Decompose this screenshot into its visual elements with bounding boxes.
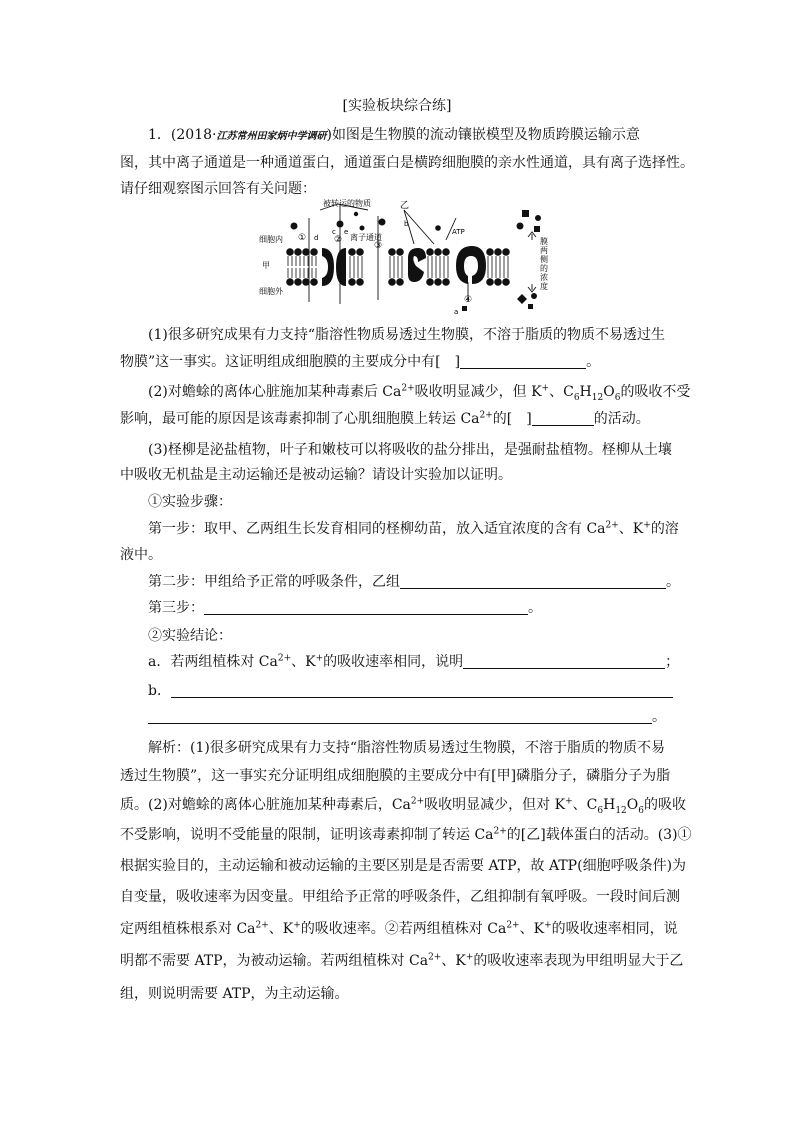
q3-line-2: 中吸收无机盐是主动运输还是被动运输？请设计实验加以证明。 <box>120 467 512 483</box>
diagram-num-3: ③ <box>374 241 383 251</box>
diagram-letter-c: c <box>332 228 336 236</box>
analysis-line-4: 不受影响，说明不受能量的限制，证明该毒素抑制了转运 $Ca^{2+}$的[乙]载体蛋白的活动。(3)① <box>120 826 692 843</box>
analysis-line-5: 根据实验目的，主动运输和被动运输的主要区别是是否需要 ATP，故 ATP(细胞呼吸条件)为 <box>120 858 687 874</box>
diagram-letter-b: b <box>404 220 409 228</box>
carrier-protein-4 <box>456 246 486 284</box>
svg-text:膜: 膜 <box>540 237 548 246</box>
diagram-label-yi: 乙 <box>400 201 410 211</box>
q3-step-1-line-1: 第一步：取甲、乙两组生长发育相同的柽柳幼苗，放入适宜浓度的含有 $Ca^{2+}$、K+的溶 <box>148 520 679 537</box>
analysis-line-8: 明都不需要 ATP，为被动运输。若两组植株对 $Ca^{2+}$、K+的吸收速率表现为甲组明显大于乙 <box>120 952 684 969</box>
q2-line-2: 影响，最可能的原因是该毒素抑制了心肌细胞膜上转运 $Ca^{2+}$的[ ] 的活动。 <box>120 410 650 427</box>
svg-text:的: 的 <box>540 264 548 273</box>
diagram-label-jia: 甲 <box>262 261 270 270</box>
q3-line-1: (3)柽柳是泌盐植物，叶子和嫩枝可以将吸收的盐分排出，是强耐盐植物。柽柳从土壤 <box>148 442 672 458</box>
diagram-label-channel: 离子通道 <box>350 233 382 242</box>
q3-conclusion-title: ②实验结论： <box>148 628 232 644</box>
svg-text:浓: 浓 <box>540 273 548 282</box>
q3-step-3: 第三步： 。 <box>148 600 542 616</box>
diagram-num-4: ④ <box>464 295 473 305</box>
question-stem-line-2: 图，其中离子通道是一种通道蛋白，通道蛋白是横跨细胞膜的亲水性通道，具有离子选择性。 <box>120 155 694 171</box>
question-number: 1． <box>148 127 171 143</box>
q3-step-3-blank[interactable] <box>204 599 528 615</box>
diagram-letter-d: d <box>314 234 319 242</box>
diagram-label-outside: 细胞外 <box>259 287 283 296</box>
svg-text:度: 度 <box>540 282 548 291</box>
q1-answer-blank[interactable] <box>460 353 586 369</box>
question-stem-line-1: 1．(2018·江苏常州田家炳中学调研)如图是生物膜的流动镶嵌模型及物质跨膜运输示意 <box>148 127 640 143</box>
q3-conclusion-b-line-2: 。 <box>148 707 674 727</box>
q3-conclusion-b-blank-2[interactable] <box>148 708 652 724</box>
analysis-line-2: 透过生物膜”，这一事实充分证明组成细胞膜的主要成分中有[甲]磷脂分子，磷脂分子为脂 <box>120 768 671 784</box>
analysis-line-6: 自变量，吸收速率为因变量。甲组给予正常的呼吸条件，乙组抑制有氧呼吸。一段时间后测 <box>120 889 680 905</box>
diagram-letter-a: a <box>454 308 459 316</box>
analysis-line-1: 解析：(1)很多研究成果有力支持“脂溶性物质易透过生物膜，不溶于脂质的物质不易 <box>148 740 665 756</box>
q3-step-1-line-2: 液中。 <box>120 547 162 563</box>
analysis-line-7: 定两组植株根系对 $Ca^{2+}$、K+的吸收速率。②若两组植株对 $Ca^{2+}$、K+的吸收速率相同，说 <box>120 920 678 937</box>
diagram-num-2: ② <box>334 235 343 245</box>
question-stem-line-3: 请仔细观察图示回答有关问题： <box>120 181 316 197</box>
diagram-letter-e: e <box>344 228 349 236</box>
q3-conclusion-b-blank-1[interactable] <box>171 682 673 698</box>
q3-conclusion-a: a．若两组植株对 $Ca^{2+}$、K+的吸收速率相同，说明 ； <box>148 653 680 670</box>
channel-protein-right <box>336 248 346 286</box>
analysis-line-3: 质。(2)对蟾蜍的离体心脏施加某种毒素后，$Ca^{2+}$吸收明显减少，但对 K+、$C_6H_{12}O_6$的吸收 <box>120 796 686 816</box>
q2-line-1: (2)对蟾蜍的离体心脏施加某种毒素后 $Ca^{2+}$吸收明显减少，但 K+、$C_6H_{12}O_6$的吸收不受 <box>148 383 691 403</box>
q3-conclusion-b: b． <box>148 681 674 701</box>
diagram-label-concentration <box>540 236 548 291</box>
section-heading: [实验板块综合练] <box>342 98 452 114</box>
concentration-arrows <box>528 232 536 292</box>
q1-line-1: (1)很多研究成果有力支持“脂溶性物质易透过生物膜，不溶于脂质的物质不易透过生 <box>148 327 665 343</box>
carrier-protein-3 <box>408 248 426 282</box>
svg-text:两: 两 <box>540 246 548 255</box>
q3-step-2: 第二步：甲组给予正常的呼吸条件，乙组 。 <box>148 574 680 590</box>
svg-text:侧: 侧 <box>540 255 548 264</box>
channel-protein-left <box>322 248 334 286</box>
diagram-label-substance: 被转运的物质 <box>323 199 371 208</box>
membrane-transport-diagram <box>258 196 558 316</box>
q3-steps-title: ①实验步骤： <box>148 494 232 510</box>
analysis-line-9: 组，则说明需要 ATP，为主动运输。 <box>120 986 349 1002</box>
diagram-label-inside: 细胞内 <box>259 235 283 244</box>
diagram-num-1: ① <box>298 233 307 243</box>
question-source: 江苏常州田家炳中学调研 <box>216 131 327 142</box>
q3-step-2-blank[interactable] <box>400 573 666 589</box>
diagram-label-atp: ATP <box>452 228 465 236</box>
q2-answer-blank[interactable] <box>532 410 594 426</box>
q3-conclusion-a-blank[interactable] <box>463 653 665 669</box>
q1-line-2: 物膜”这一事实。这证明组成细胞膜的主要成分中有[ ] 。 <box>120 354 601 370</box>
